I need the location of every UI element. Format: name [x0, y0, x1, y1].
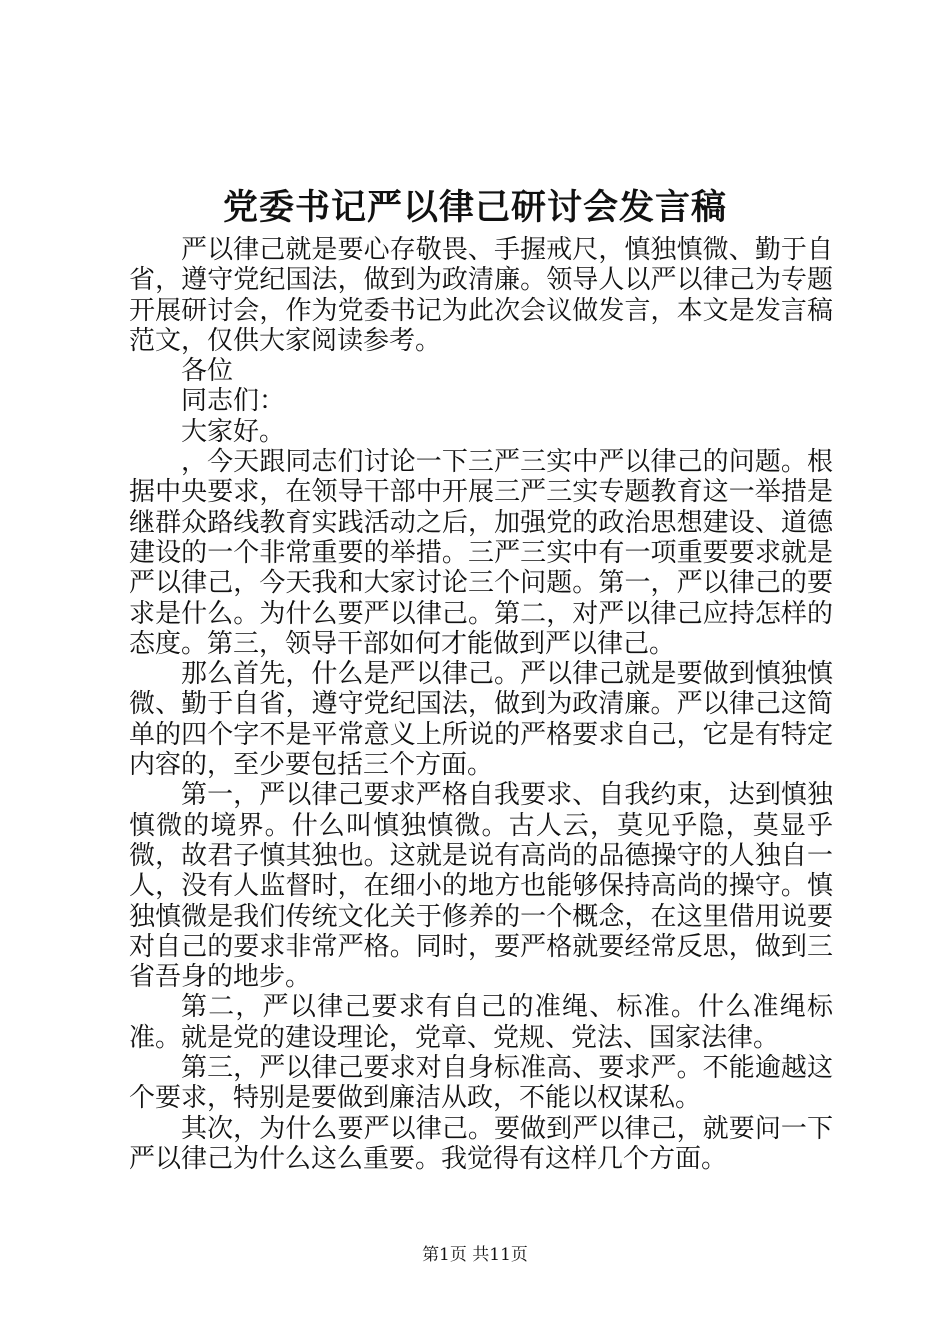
paragraph-point-three: 第三，严以律己要求对自身标准高、要求严。不能逾越这个要求，特别是要做到廉洁从政，不能以权谋私。 — [129, 1053, 833, 1114]
paragraph-point-one: 第一，严以律己要求严格自我要求、自我约束，达到慎独慎微的境界。什么叫慎独慎微。古人云，莫见乎隐，莫显乎微，故君子慎其独也。这就是说有高尚的品德操守的人独自一人，没有人监督时，在细小的地方也能够保持高尚的操守。慎独慎微是我们传统文化关于修养的一个概念，在这里借用说要对自己的要求非常严格。同时，要严格就要经常反思，做到三省吾身的地步。 — [129, 780, 833, 993]
paragraph-definition: 那么首先，什么是严以律己。严以律己就是要做到慎独慎微、勤于自省，遵守党纪国法，做到为政清廉。严以律己这简单的四个字不是平常意义上所说的严格要求自己，它是有特定内容的，至少要包括三个方面。 — [129, 659, 833, 781]
document-body — [129, 235, 833, 1174]
page-number-footer: 第1页 共11页 — [422, 1245, 528, 1265]
paragraph-opening: ，今天跟同志们讨论一下三严三实中严以律己的问题。根据中央要求，在领导干部中开展三严三实专题教育这一举措是继群众路线教育实践活动之后，加强党的政治思想建设、道德建设的一个非常重要的举措。三严三实中有一项重要要求就是严以律己，今天我和大家讨论三个问题。第一，严以律己的要求是什么。为什么要严以律己。第二，对严以律己应持怎样的态度。第三，领导干部如何才能做到严以律己。 — [129, 447, 833, 659]
paragraph-intro: 严以律己就是要心存敬畏、手握戒尺，慎独慎微、勤于自省，遵守党纪国法，做到为政清廉。领导人以严以律己为专题开展研讨会，作为党委书记为此次会议做发言，本文是发言稿范文，仅供大家阅读参考。 — [129, 235, 833, 356]
paragraph-greeting: 大家好。 — [181, 416, 286, 447]
paragraph-point-two: 第二，严以律己要求有自己的准绳、标准。什么准绳标准。就是党的建设理论，党章、党规、党法、国家法律。 — [129, 992, 833, 1053]
paragraph-secondly: 其次，为什么要严以律己。要做到严以律己，就要问一下严以律己为什么这么重要。我觉得有这样几个方面。 — [129, 1113, 833, 1174]
paragraph-salutation: 各位 — [181, 356, 234, 387]
document-title: 党委书记严以律己研讨会发言稿 — [222, 187, 727, 228]
paragraph-comrades: 同志们： — [181, 386, 286, 417]
